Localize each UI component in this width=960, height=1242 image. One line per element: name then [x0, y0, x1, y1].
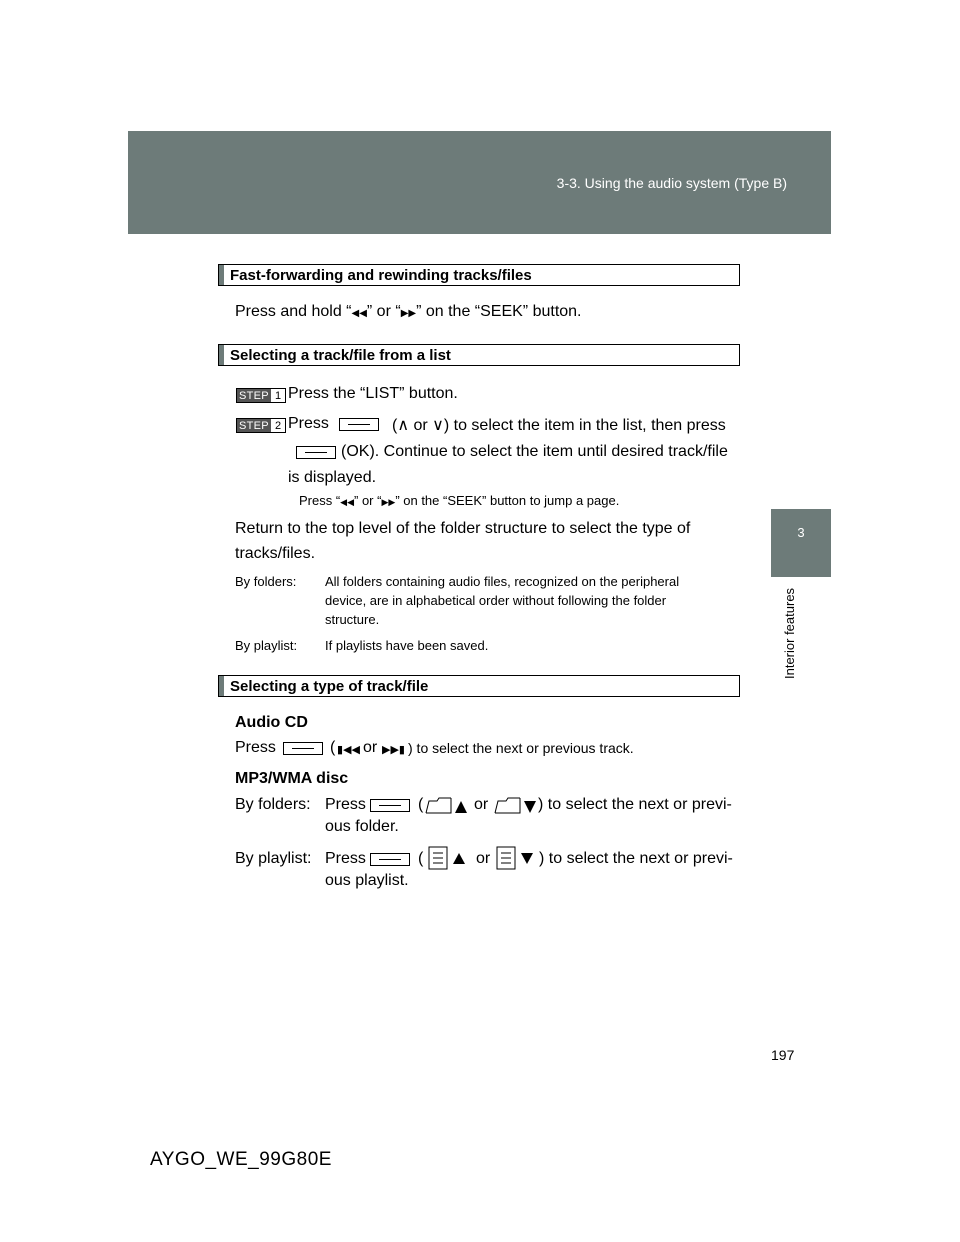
playlist-open: ( [418, 850, 424, 867]
def-folders-line3: structure. [325, 612, 380, 627]
def-playlist-term: By playlist: [235, 638, 298, 653]
folders-press: Press [325, 796, 366, 813]
rewind-icon: ◀◀ [340, 497, 355, 507]
cd-press: Press [235, 739, 276, 756]
chapter-number: 3 [797, 525, 805, 540]
folder-down-icon [494, 795, 538, 815]
tune-button-icon [370, 799, 410, 812]
def-folders-line1: All folders containing audio files, recognized on the peripheral [325, 574, 680, 589]
tune-button-icon [283, 742, 323, 755]
def-folders-term: By folders: [235, 574, 297, 589]
def-folders-line2: device, are in alphabetical order without following the folder [325, 593, 667, 608]
step2-press: Press [288, 415, 329, 432]
section-title: Fast-forwarding and rewinding tracks/files [230, 267, 532, 284]
playlist-rest: ) to select the next or previ- [539, 850, 733, 867]
seek-note: Press “◀◀” or “▶▶” on the “SEEK” button to jump a page. [299, 493, 620, 508]
page-header [128, 131, 831, 234]
tune-button-icon [296, 446, 336, 459]
mp3-heading: MP3/WMA disc [235, 770, 349, 787]
step2-mid: (∧ or ∨) to select the item in the list, then press [392, 417, 726, 434]
tune-button-icon [339, 418, 379, 431]
return-text-line1: Return to the top level of the folder structure to select the type of [235, 520, 691, 537]
playlist-press: Press [325, 850, 366, 867]
document-code: AYGO_WE_99G80E [150, 1149, 332, 1170]
return-text-line2: tracks/files. [235, 545, 316, 562]
section-title: Selecting a track/file from a list [230, 347, 451, 364]
ff-instruction: Press and hold “◀◀” or “▶▶” on the “SEEK” button. [235, 303, 582, 320]
next-track-icon: ▶▶▮ [382, 744, 405, 756]
folders-open: ( [418, 796, 424, 813]
playlist-line2: ous playlist. [325, 872, 409, 889]
folders-or: or [474, 796, 489, 813]
folders-rest: ) to select the next or previ- [538, 796, 732, 813]
section-header-type [218, 675, 740, 697]
cd-open: ( [330, 739, 336, 756]
step2-end: is displayed. [288, 469, 377, 486]
section-header-list [218, 344, 740, 366]
fast-forward-icon: ▶▶ [381, 497, 396, 507]
cd-or: or [363, 739, 378, 756]
step-badge-1: STEP 1 [236, 388, 286, 403]
previous-track-icon: ▮◀◀ [337, 744, 360, 756]
playlist-or: or [476, 850, 491, 867]
playlist-up-icon [428, 846, 472, 870]
folder-up-icon [425, 795, 469, 815]
cd-rest: ) to select the next or previous track. [408, 740, 634, 756]
step-badge-2: STEP 2 [236, 418, 286, 433]
page-number: 197 [771, 1047, 795, 1063]
chapter-label: Interior features [782, 587, 797, 679]
def-playlist-text: If playlists have been saved. [325, 638, 489, 653]
header-title: 3-3. Using the audio system (Type B) [556, 175, 787, 191]
rewind-icon: ◀◀ [351, 308, 367, 319]
folders-term: By folders: [235, 796, 311, 813]
step2-ok: (OK). Continue to select the item until desired track/file [341, 443, 728, 460]
folders-line2: ous folder. [325, 818, 399, 835]
fast-forward-icon: ▶▶ [400, 308, 417, 319]
section-title: Selecting a type of track/file [230, 678, 429, 695]
chapter-tab [771, 509, 831, 577]
tune-button-icon [370, 853, 410, 866]
step1-text: Press the “LIST” button. [288, 385, 458, 402]
playlist-down-icon [496, 846, 540, 870]
section-header-fast-forward [218, 264, 740, 286]
playlist-term: By playlist: [235, 850, 312, 867]
audio-cd-heading: Audio CD [235, 714, 308, 731]
